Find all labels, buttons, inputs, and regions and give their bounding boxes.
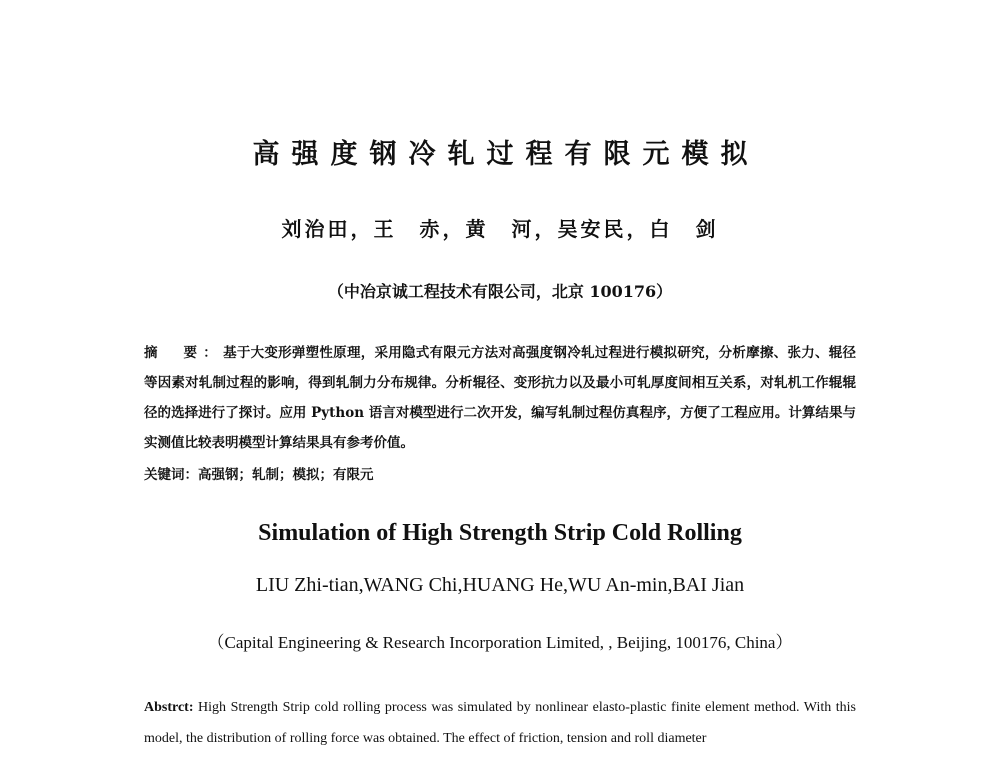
chinese-abstract-text: 基于大变形弹塑性原理，采用隐式有限元方法对高强度钢冷轧过程进行模拟研究，分析摩擦、张力、辊径等因素对轧制过程的影响，得到轧制力分布规律。分析辊径、变形抗力以及最小可轧厚度间相互关系，对轧机工作辊辊径的选择进行了探讨。应用 Python 语言对模型进行二次开发，编写轧制过程仿真程序，方便了工程应用。计算结果与实测值比较表明模型计算结果具有参考价值。 <box>144 345 856 451</box>
english-affiliation: （Capital Engineering & Research Incorporation Limited, , Beijing, 100176, China） <box>207 633 793 652</box>
chinese-title: 高强度钢冷轧过程有限元模拟 <box>252 139 760 170</box>
english-authors: LIU Zhi-tian,WANG Chi,HUANG He,WU An-min,BAI Jian <box>255 574 745 596</box>
english-abstract <box>144 692 856 754</box>
chinese-abstract <box>144 338 856 458</box>
english-title: Simulation of High Strength Strip Cold Rolling <box>258 520 742 546</box>
chinese-keywords-label: 关键词： <box>144 467 198 483</box>
chinese-keywords-text: 高强钢；轧制；模拟；有限元 <box>198 467 374 483</box>
chinese-abstract-label: 摘 要： <box>144 345 224 361</box>
chinese-keywords <box>144 463 856 483</box>
english-abstract-text: High Strength Strip cold rolling process was simulated by nonlinear elasto-plastic finite element method. With this model, the distribution of rolling force was obtained. The effect of friction, tension and roll diameter <box>144 700 856 746</box>
english-abstract-label: Abstrct: <box>144 700 194 715</box>
chinese-affiliation: （中冶京诚工程技术有限公司，北京 100176） <box>327 282 673 301</box>
chinese-authors: 刘治田，王 赤，黄 河，吴安民，白 剑 <box>281 217 719 241</box>
